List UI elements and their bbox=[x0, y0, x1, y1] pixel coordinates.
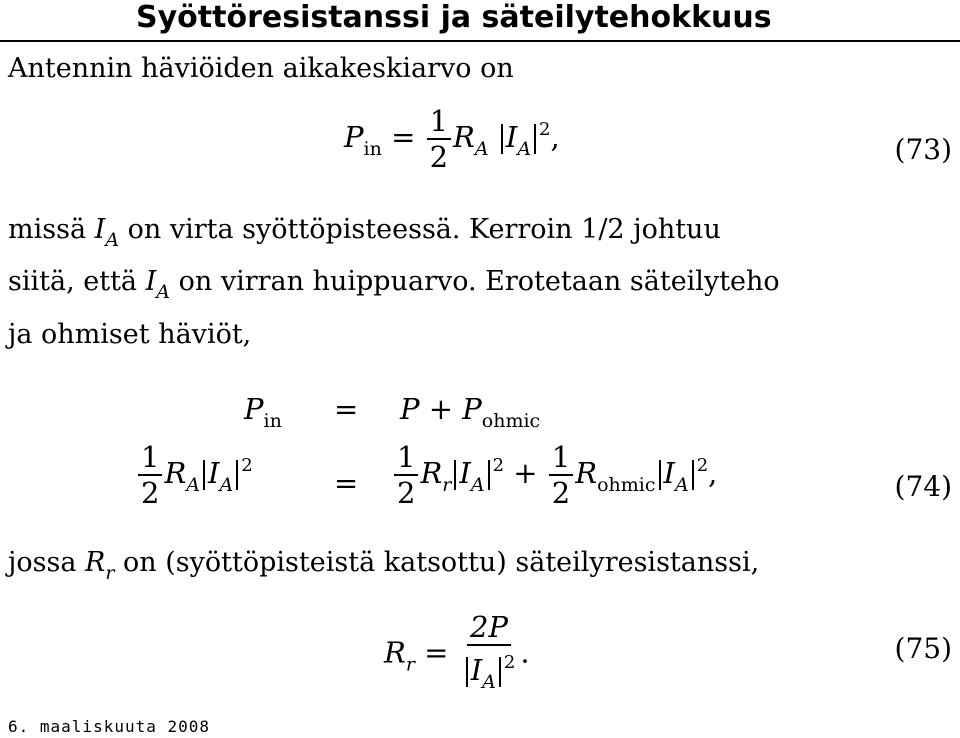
abs-bar bbox=[534, 124, 536, 154]
abs-bar bbox=[203, 460, 205, 490]
footer-date: 6. maaliskuuta 2008 bbox=[8, 717, 211, 736]
fraction-half: $\frac{1}{2}$ bbox=[138, 440, 162, 510]
title-rule bbox=[0, 40, 960, 42]
equation-74-row1-lhs: $P_{in}$ bbox=[244, 392, 282, 432]
equation-73: $P_{in}$ = $\frac{1}{2}$ $R_A$ $I_A^2$, bbox=[344, 104, 560, 174]
equation-number-74: (74) bbox=[894, 470, 952, 503]
equation-75: $R_r$ = $\frac{2P}{I_A^2}$ . bbox=[384, 610, 530, 699]
fraction-half: $\frac{1}{2}$ bbox=[394, 440, 418, 510]
equation-number-75: (75) bbox=[894, 632, 952, 665]
abs-bar bbox=[466, 657, 468, 687]
abs-bar bbox=[488, 460, 490, 490]
abs-bar bbox=[501, 124, 503, 154]
paragraph-line: siitä, että $I_A$ on virran huippuarvo. Erotetaan säteilyteho bbox=[8, 266, 780, 303]
equation-number-73: (73) bbox=[894, 133, 952, 166]
slide-title: Syöttöresistanssi ja säteilytehokkuus bbox=[136, 0, 772, 35]
abs-bar bbox=[659, 460, 661, 490]
equals-sign: = bbox=[334, 392, 359, 426]
abs-bar bbox=[236, 460, 238, 490]
paragraph-line: jossa $R_r$ on (syöttöpisteistä katsottu) säteilyresistanssi, bbox=[8, 547, 760, 584]
fraction-half: $\frac{1}{2}$ bbox=[549, 440, 573, 510]
equation-74-row1-rhs: $P + P_{ohmic}$ bbox=[400, 392, 541, 432]
equation-74-row2-lhs: $\frac{1}{2}$ $R_A$ $I_A^2$ bbox=[136, 440, 253, 510]
fraction: $\frac{2P}{I_A^2}$ bbox=[460, 610, 519, 699]
equation-74-row2-rhs: $\frac{1}{2}$ $R_r$ $I_A^2$ + $\frac{1}{2}$ $R_{ohmic}$ $I_A^2$, bbox=[392, 440, 717, 510]
fraction-half: $\frac{1}{2}$ bbox=[427, 104, 451, 174]
abs-bar bbox=[692, 460, 694, 490]
intro-text: Antennin häviöiden aikakeskiarvo on bbox=[8, 53, 514, 84]
abs-bar bbox=[454, 460, 456, 490]
paragraph-line: ja ohmiset häviöt, bbox=[8, 319, 252, 350]
abs-bar bbox=[499, 657, 501, 687]
equals-sign: = bbox=[334, 466, 359, 500]
paragraph-line: missä $I_A$ on virta syöttöpisteessä. Kerroin 1/2 johtuu bbox=[8, 214, 721, 251]
